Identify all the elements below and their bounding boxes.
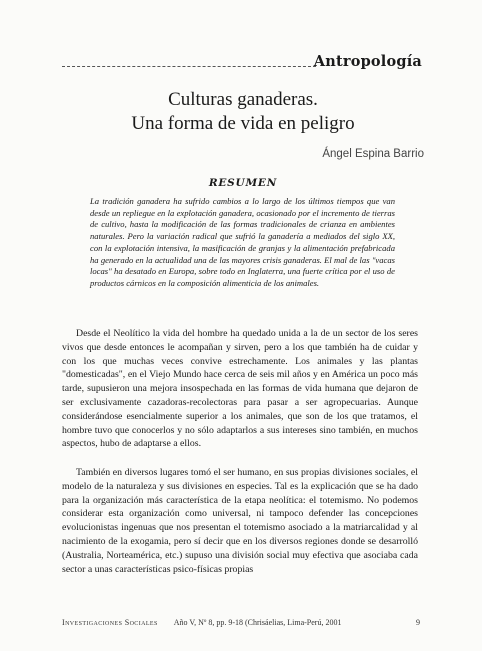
section-label: Antropología [313, 53, 422, 70]
body-paragraph-1 [62, 327, 418, 451]
footer-citation [62, 618, 341, 627]
abstract-heading: RESUMEN [208, 177, 278, 189]
body-paragraph-2 [62, 466, 418, 576]
article-title [60, 88, 426, 136]
journal-name: Investigaciones Sociales [62, 618, 158, 627]
paragraph-text: Desde el Neolítico la vida del hombre ha quedado unida a la de un sector de los seres vivos que desde entonces le acompañan y sirven, pero a los que también ha de cuidar y con los que muchas veces convive estrechamente. Los animales y las plantas "domesticadas", en el Viejo Mundo hace cerca de seis mil años y en América un poco más tarde, supusieron una mejora insospechada en las formas de vida humana que dejaron de ser exclusivamente cazadoras-recolectoras para pasar a ser agropecuarias. Aunque considerándose esencialmente superior a los animales, que son de los que tratamos, el hombre tuvo que conocerlos y no sólo adaptarlos a sus intereses sino también, en muchos aspectos, hubo de adaptarse a ellos. [62, 328, 418, 450]
title-line-1: Culturas ganaderas. [168, 89, 318, 110]
title-line-2: Una forma de vida en peligro [131, 113, 355, 134]
abstract [90, 196, 395, 290]
page-footer [62, 618, 420, 627]
page-number: 9 [416, 618, 420, 627]
paragraph-text: También en diversos lugares tomó el ser humano, en sus propias divisiones sociales, el modelo de la naturaleza y sus divisiones en especies. Tal es la explicación que se ha dado para la organización más característica de la etapa neolítica: el totemismo. No podemos considerar esta organización como universal, ni tampoco defender las concepciones evolucionistas ingenuas que nos presentan el totemismo asociado a la matriarcalidad y al nacimiento de la exogamia, pero sí decir que en los diversos regiones donde se desarrolló (Australia, Norteamérica, etc.) supuso una división social muy efectiva que asociaba cada sector a unas características psico-físicas propias [62, 467, 418, 575]
abstract-text: La tradición ganadera ha sufrido cambios a lo largo de los últimos tiempos que van desde un repliegue en la explotación ganadera, ocasionado por el incremento de tierras de cultivo, hasta la modificación de las formas tradicionales de crianza en ambientes naturales. Pero la variación radical que sufrió la ganadería a mediados del siglo XX, con la explotación intensiva, la masificación de granjas y la alimentación prefabricada ha generado en la actualidad una de las mayores crisis ganaderas. El mal de las "vacas locas" ha desatado en Europa, sobre todo en Inglaterra, una fuerte crítica por el uso de productos cárnicos en la composición alimenticia de los animales. [90, 196, 395, 288]
author-name: Ángel Espina Barrio [322, 148, 424, 160]
issue-info: Año V, Nº 8, pp. 9-18 (Chrisáelias, Lima-Perú, 2001 [173, 618, 342, 627]
header-rule [62, 66, 316, 67]
